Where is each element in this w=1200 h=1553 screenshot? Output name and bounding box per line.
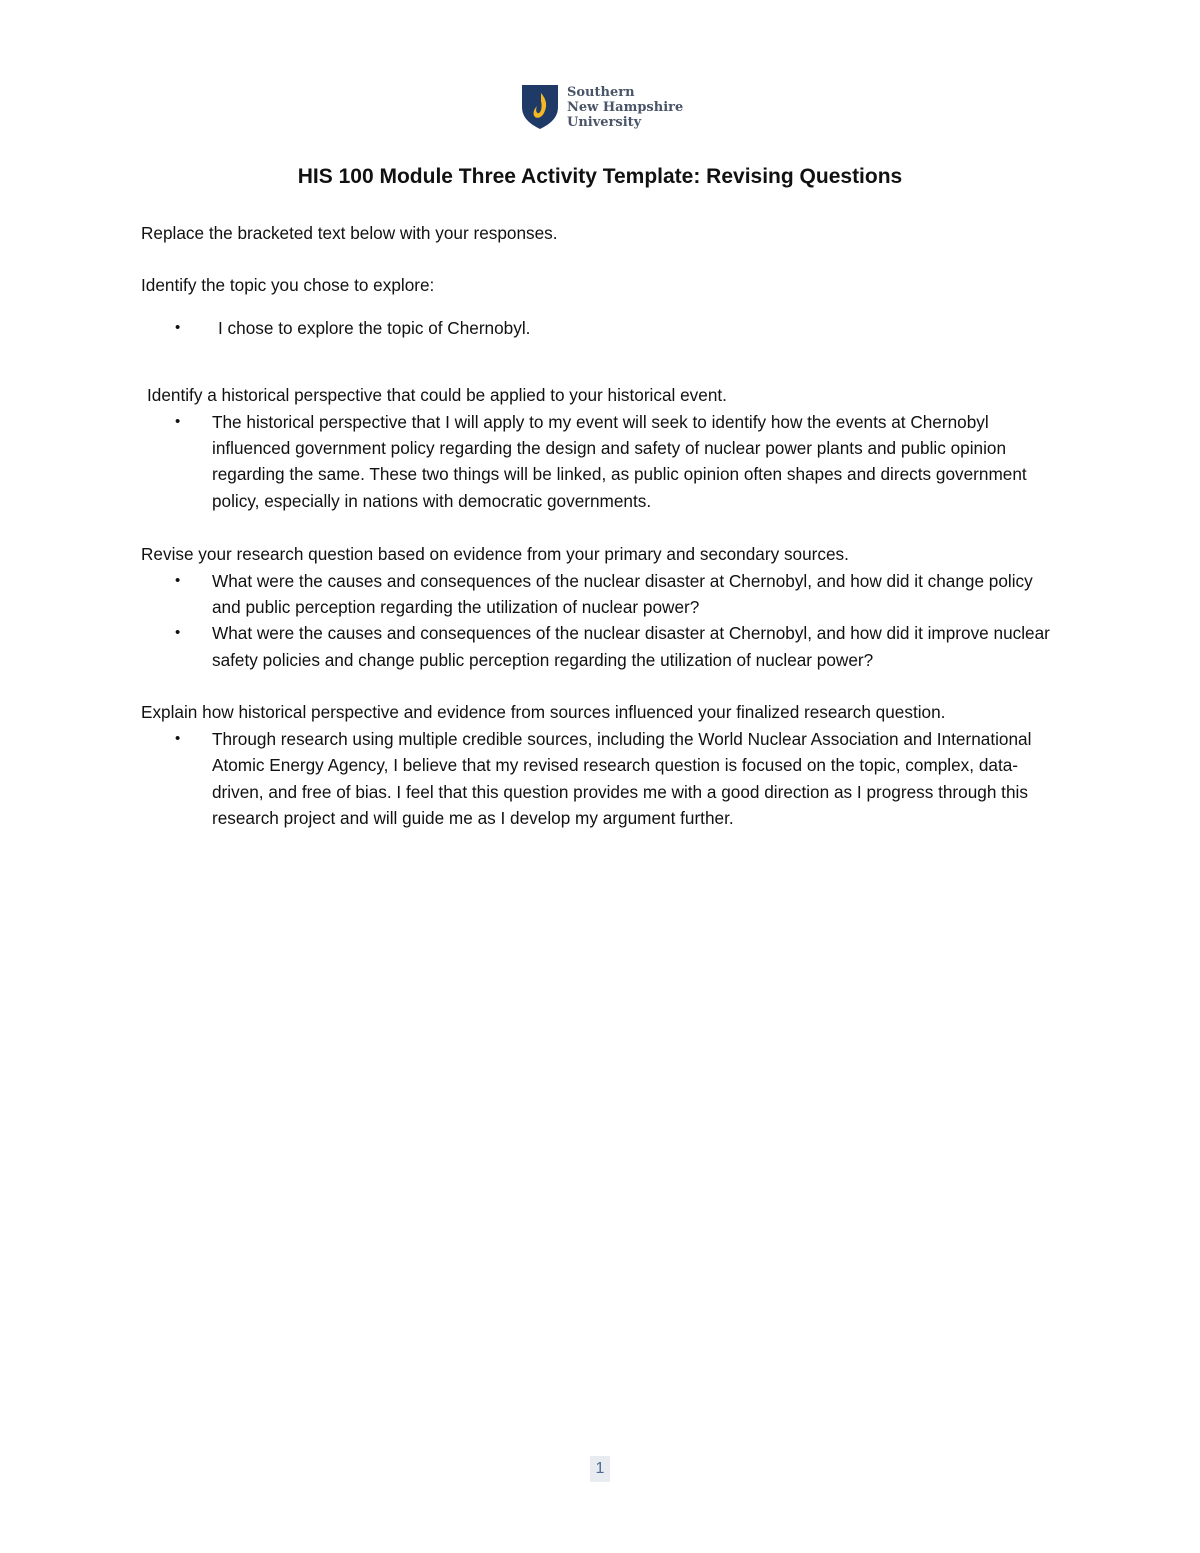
logo-line-3: University xyxy=(567,114,642,130)
instruction-text: Replace the bracketed text below with your responses. xyxy=(141,223,558,243)
bullet-icon: • xyxy=(175,571,181,589)
bullet-icon: • xyxy=(175,412,181,430)
answer-text: What were the causes and consequences of the nuclear disaster at Chernobyl, and how did it change policy and public perception regarding the utilization of nuclear power? xyxy=(212,570,1033,618)
list-item xyxy=(141,409,1061,515)
list-item xyxy=(141,568,1061,621)
list-item xyxy=(141,620,1061,673)
prompt-explain-influence: Explain how historical perspective and evidence from sources influenced your finalized research question. xyxy=(141,702,946,723)
logo-line-1: Southern xyxy=(567,84,635,100)
answer-list-topic xyxy=(141,315,1061,341)
bullet-icon: • xyxy=(175,624,181,642)
answer-text: Through research using multiple credible sources, including the World Nuclear Association and International Atomic Energy Agency, I believe that my revised research question is focused on the topic, complex, data-driven, and free of bias. I feel that this question provides me with a good direction as I progress through this research project and will guide me as I develop my argument further. xyxy=(212,728,1032,828)
list-item xyxy=(141,315,1061,341)
logo-wordmark xyxy=(567,85,683,130)
answer-text: I chose to explore the topic of Chernobyl. xyxy=(218,317,531,338)
logo-line-2: New Hampshire xyxy=(567,99,684,115)
bullet-icon: • xyxy=(175,729,181,747)
document-title: HIS 100 Module Three Activity Template: Revising Questions xyxy=(297,165,903,188)
shield-flame-icon xyxy=(520,83,560,131)
list-item xyxy=(141,726,1061,832)
university-logo xyxy=(520,83,683,131)
prompt-revise-question: Revise your research question based on evidence from your primary and secondary sources. xyxy=(141,544,849,565)
page-number: 1 xyxy=(590,1456,610,1482)
answer-text: The historical perspective that I will apply to my event will seek to identify how the events at Chernobyl influenced government policy regarding the design and safety of nuclear power plants and public opinion regarding the same. These two things will be linked, as public opinion often shapes and directs government policy, especially in nations with democratic governments. xyxy=(212,411,1027,511)
answer-list-perspective xyxy=(141,409,1061,515)
answer-text: What were the causes and consequences of the nuclear disaster at Chernobyl, and how did it improve nuclear safety policies and change public perception regarding the utilization of nuclear power? xyxy=(212,623,1050,670)
prompt-topic: Identify the topic you chose to explore: xyxy=(141,275,435,296)
bullet-icon: • xyxy=(175,318,181,336)
answer-list-revised-questions xyxy=(141,568,1061,674)
prompt-perspective: Identify a historical perspective that could be applied to your historical event. xyxy=(147,385,727,406)
document-body xyxy=(141,220,1061,831)
answer-list-explanation xyxy=(141,726,1061,832)
